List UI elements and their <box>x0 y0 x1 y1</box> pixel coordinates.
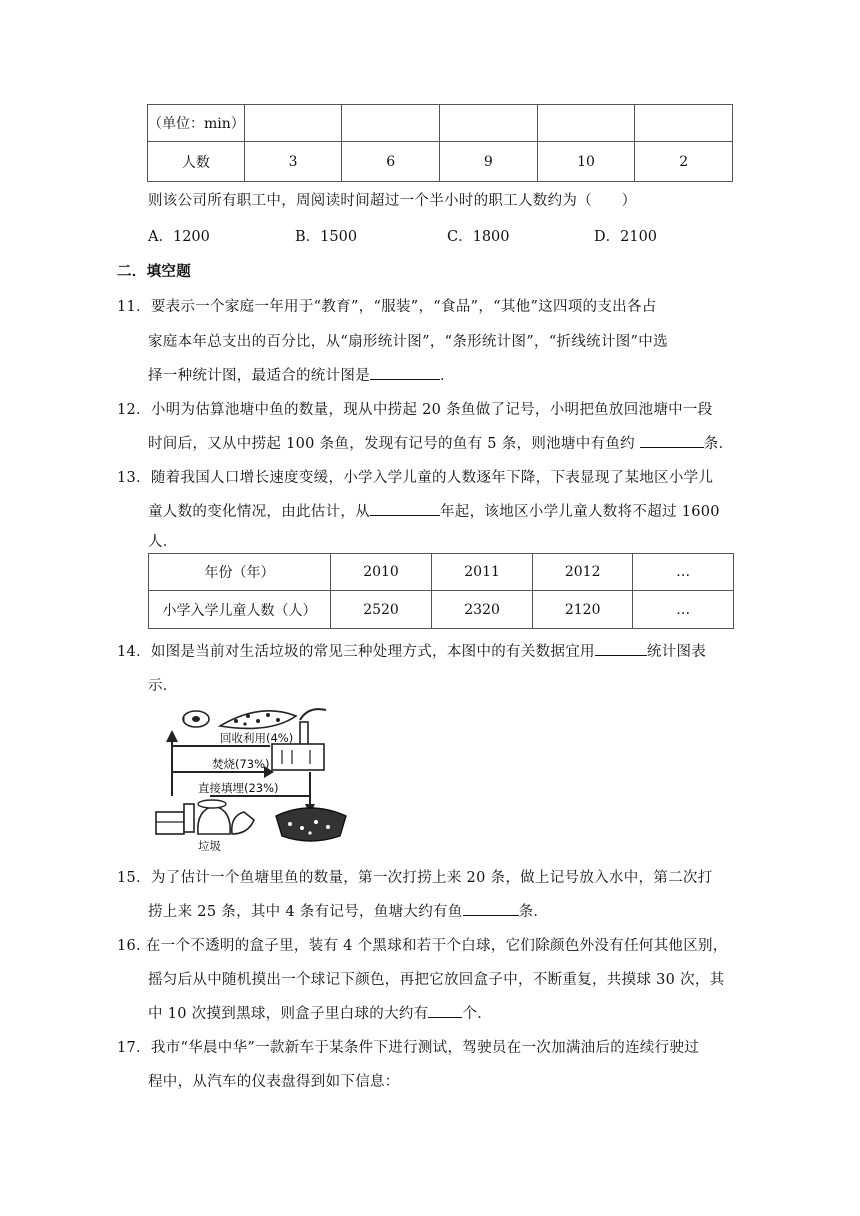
question-line <box>148 900 548 921</box>
answer-blank[interactable] <box>640 433 704 448</box>
question-text: 条． <box>518 904 549 920</box>
label-landfill: 直接填埋(23%) <box>198 781 279 795</box>
table-cell: 小学入学儿童人数（人） <box>149 591 331 629</box>
option-d: D．2100 <box>594 229 658 245</box>
recycled-material-icon <box>220 711 296 729</box>
answer-blank[interactable] <box>370 365 440 380</box>
table-cell <box>635 105 733 142</box>
question-text: 摇匀后从中随机摸出一个球记下颜色，再把它放回盒子中，不断重复，共摸球 30 次，其 <box>148 972 725 988</box>
question-text: 17．我市“华晨中华”一款新车于某条件下进行测试，驾驶员在一次加满油后的连续行驶过 <box>117 1040 700 1056</box>
garbage-processing-figure <box>150 700 354 852</box>
table-cell: 2011 <box>432 554 533 591</box>
table-cell: 2010 <box>331 554 432 591</box>
table-cell: … <box>633 591 734 629</box>
question-line <box>148 500 720 521</box>
question-text: 个． <box>462 1006 493 1022</box>
question-text: 示． <box>148 678 178 694</box>
question-line <box>148 432 733 453</box>
question-line <box>117 640 706 661</box>
question-text: 11．要表示一个家庭一年用于“教育”，“服装”，“食品”，“其他”这四项的支出各占 <box>117 299 657 315</box>
table-cell: 2520 <box>331 591 432 629</box>
question-text: 13．随着我国人口增长速度变缓，小学入学儿童的人数逐年下降，下表显现了某地区小学儿 <box>117 470 714 486</box>
question-line <box>148 364 455 385</box>
table-row <box>148 142 733 182</box>
option-c: C．1800 <box>447 229 510 245</box>
question-text: 14．如图是当前对生活垃圾的常见三种处理方式，本图中的有关数据宜用 <box>117 644 595 660</box>
label-garbage: 垃圾 <box>198 839 221 852</box>
table-row <box>149 554 734 591</box>
answer-blank[interactable] <box>463 901 519 916</box>
question-text: 童人数的变化情况，由此估计，从 <box>148 504 370 520</box>
question-text: 统计图表 <box>646 644 707 660</box>
table-row <box>148 105 733 142</box>
question-text: 人． <box>148 534 178 550</box>
section-heading: 二．填空题 <box>117 263 191 280</box>
label-burn: 焚烧(73%) <box>212 757 270 771</box>
table-cell: 2320 <box>432 591 533 629</box>
table-cell: 9 <box>440 142 538 182</box>
table-cell: 3 <box>244 142 342 182</box>
table-cell <box>244 105 342 142</box>
table-cell: 10 <box>537 142 635 182</box>
table-cell: 人数 <box>148 142 245 182</box>
question-text: 家庭本年总支出的百分比，从“扇形统计图”，“条形统计图”，“折线统计图”中选 <box>148 334 668 350</box>
answer-blank[interactable] <box>370 501 440 516</box>
table-cell <box>537 105 635 142</box>
table-cell: 年份（年） <box>149 554 331 591</box>
question-text: 程中，从汽车的仪表盘得到如下信息： <box>148 1074 400 1090</box>
question-text: 年起，该地区小学儿童人数将不超过 1600 <box>440 504 720 520</box>
question-text: 12．小明为估算池塘中鱼的数量，现从中捞起 20 条鱼做了记号，小明把鱼放回池塘中一段 <box>117 402 713 418</box>
table-cell: 6 <box>342 142 440 182</box>
table-row <box>149 591 734 629</box>
table-cell: 2120 <box>533 591 633 629</box>
question-text: 捞上来 25 条，其中 4 条有记号，鱼塘大约有鱼 <box>148 904 463 920</box>
answer-blank[interactable] <box>428 1003 462 1018</box>
landfill-icon <box>276 808 346 841</box>
question-text: ． <box>440 368 455 384</box>
question-line <box>148 1002 492 1023</box>
option-a: A．1200 <box>148 229 210 245</box>
question-text: 则该公司所有职工中，周阅读时间超过一个半小时的职工人数约为（ ） <box>148 193 637 209</box>
table-cell: 2012 <box>533 554 633 591</box>
table-cell: （单位：min） <box>148 105 245 142</box>
population-table <box>148 553 734 629</box>
paper-roll-icon <box>183 711 209 727</box>
label-recycle: 回收利用(4%) <box>220 731 294 745</box>
question-text: 择一种统计图，最适合的统计图是 <box>148 368 370 384</box>
garbage-icon <box>156 800 254 834</box>
option-b: B．1500 <box>295 229 358 245</box>
question-text: 时间后，又从中捞起 100 条鱼，发现有记号的鱼有 5 条，则池塘中有鱼约 <box>148 436 640 452</box>
question-text: 中 10 次摸到黑球，则盒子里白球的大约有 <box>148 1006 429 1022</box>
table-cell <box>342 105 440 142</box>
table-cell: … <box>633 554 734 591</box>
reading-time-table <box>147 104 733 182</box>
answer-blank[interactable] <box>595 641 647 656</box>
question-text: 16. 在一个不透明的盒子里，装有 4 个黑球和若干个白球，它们除颜色外没有任何其他区别， <box>117 938 728 954</box>
table-cell <box>440 105 538 142</box>
question-text: 条． <box>703 436 734 452</box>
table-cell: 2 <box>635 142 733 182</box>
question-text: 15．为了估计一个鱼塘里鱼的数量，第一次打捞上来 20 条，做上记号放入水中，第二次打 <box>117 870 713 886</box>
